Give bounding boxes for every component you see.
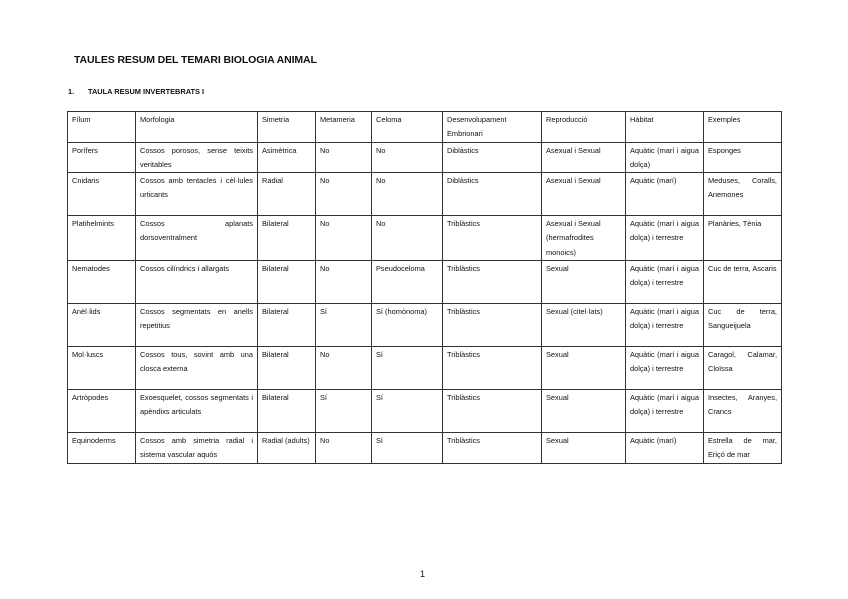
table-cell: Cossos porosos, sense teixits veritables xyxy=(136,142,258,173)
table-cell: Sí xyxy=(316,304,372,347)
table-cell: Radial xyxy=(258,173,316,216)
table-cell: Exoesquelet, cossos segmentats i apèndixs articulats xyxy=(136,390,258,433)
table-cell: Estrella de mar, Eriçó de mar xyxy=(704,433,782,464)
table-cell: Bilateral xyxy=(258,390,316,433)
column-header: Metameria xyxy=(316,112,372,143)
table-cell: Bilateral xyxy=(258,347,316,390)
section-number: 1. xyxy=(68,87,75,96)
table-row xyxy=(68,304,782,347)
table-cell: Aquàtic (marí i aigua dolça) i terrestre xyxy=(626,347,704,390)
column-header: Reproducció xyxy=(542,112,626,143)
table-cell: Asexual i Sexual (hermafrodites monoics) xyxy=(542,216,626,261)
table-cell: Asexual i Sexual xyxy=(542,142,626,173)
table-cell: Sexual xyxy=(542,347,626,390)
table-cell: Sexual xyxy=(542,261,626,304)
table-cell: Aquàtic (marí i aigua dolça) i terrestre xyxy=(626,216,704,261)
table-cell: Nematodes xyxy=(68,261,136,304)
table-cell: Aquàtic (marí i aigua dolça) xyxy=(626,142,704,173)
table-cell: Sí xyxy=(372,347,443,390)
table-cell: Equinoderms xyxy=(68,433,136,464)
column-header: Hàbitat xyxy=(626,112,704,143)
table-cell: Mol·luscs xyxy=(68,347,136,390)
table-cell: Cuc de terra, Ascaris xyxy=(704,261,782,304)
table-cell: Diblàstics xyxy=(443,173,542,216)
table-cell: Diblàstics xyxy=(443,142,542,173)
table-row xyxy=(68,433,782,464)
table-cell: Sí (homònoma) xyxy=(372,304,443,347)
page-number: 1 xyxy=(420,569,426,579)
table-cell: Cnidaris xyxy=(68,173,136,216)
table-cell: Triblàstics xyxy=(443,390,542,433)
table-row xyxy=(68,261,782,304)
table-cell: Triblàstics xyxy=(443,304,542,347)
table-cell: Radial (adults) xyxy=(258,433,316,464)
table-row xyxy=(68,216,782,261)
table-cell: Sí xyxy=(372,433,443,464)
table-cell: Sexual xyxy=(542,390,626,433)
table-row xyxy=(68,390,782,433)
table-body xyxy=(68,142,782,463)
table-cell: No xyxy=(372,173,443,216)
invertebrates-table xyxy=(67,111,782,464)
section-title: TAULA RESUM INVERTEBRATS I xyxy=(88,87,205,96)
table-cell: Pseudoceloma xyxy=(372,261,443,304)
table-cell: Porífers xyxy=(68,142,136,173)
column-header: Morfologia xyxy=(136,112,258,143)
table-cell: Esponges xyxy=(704,142,782,173)
column-header: Celoma xyxy=(372,112,443,143)
table-cell: Sexual (citel·lats) xyxy=(542,304,626,347)
table-cell: No xyxy=(316,347,372,390)
table-cell: Triblàstics xyxy=(443,261,542,304)
table-cell: Triblàstics xyxy=(443,347,542,390)
table-cell: Bilateral xyxy=(258,304,316,347)
column-header: Simetria xyxy=(258,112,316,143)
table-cell: Asexual i Sexual xyxy=(542,173,626,216)
table-cell: Bilateral xyxy=(258,216,316,261)
table-cell: Triblàstics xyxy=(443,216,542,261)
table-cell: Aquàtic (marí i aigua dolça) i terrestre xyxy=(626,304,704,347)
table-cell: Aquàtic (marí i aigua dolça) i terrestre xyxy=(626,390,704,433)
column-header: Desenvolupament Embrionari xyxy=(443,112,542,143)
table-cell: No xyxy=(316,216,372,261)
table-cell: No xyxy=(316,142,372,173)
table-cell: Cossos amb tentacles i cèl·lules urticants xyxy=(136,173,258,216)
table-cell: Asimètrica xyxy=(258,142,316,173)
table-cell: Bilateral xyxy=(258,261,316,304)
table-cell: Sí xyxy=(316,390,372,433)
table-cell: Cossos segmentats en anells repetitius xyxy=(136,304,258,347)
table-cell: Anèl·lids xyxy=(68,304,136,347)
table-cell: Aquàtic (marí) xyxy=(626,433,704,464)
table-cell: Cossos amb simetria radial i sistema vascular aquós xyxy=(136,433,258,464)
table-cell: Aquàtic (marí) xyxy=(626,173,704,216)
table-cell: Caragol, Calamar, Cloïssa xyxy=(704,347,782,390)
table-cell: Artròpodes xyxy=(68,390,136,433)
table-cell: No xyxy=(372,142,443,173)
table-cell: Cossos cilíndrics i allargats xyxy=(136,261,258,304)
document-title: TAULES RESUM DEL TEMARI BIOLOGIA ANIMAL xyxy=(74,54,317,66)
table-row xyxy=(68,347,782,390)
section-heading xyxy=(68,87,204,96)
table-cell: No xyxy=(316,173,372,216)
table-cell: Planàries, Tènia xyxy=(704,216,782,261)
table-cell: Cossos tous, sovint amb una closca externa xyxy=(136,347,258,390)
table-cell: No xyxy=(316,433,372,464)
table-cell: Sí xyxy=(372,390,443,433)
table-header-row xyxy=(68,112,782,143)
table-row xyxy=(68,173,782,216)
table-cell: No xyxy=(316,261,372,304)
column-header: Exemples xyxy=(704,112,782,143)
table-cell: Platihelmints xyxy=(68,216,136,261)
table-cell: Cuc de terra, Sangueijuela xyxy=(704,304,782,347)
table-cell: Aquàtic (marí i aigua dolça) i terrestre xyxy=(626,261,704,304)
table-cell: No xyxy=(372,216,443,261)
table-row xyxy=(68,142,782,173)
table-cell: Insectes, Aranyes, Crancs xyxy=(704,390,782,433)
table-cell: Cossos aplanats dorsoventralment xyxy=(136,216,258,261)
table-cell: Sexual xyxy=(542,433,626,464)
table-cell: Meduses, Coralls, Anemones xyxy=(704,173,782,216)
column-header: Fílum xyxy=(68,112,136,143)
table-cell: Triblàstics xyxy=(443,433,542,464)
